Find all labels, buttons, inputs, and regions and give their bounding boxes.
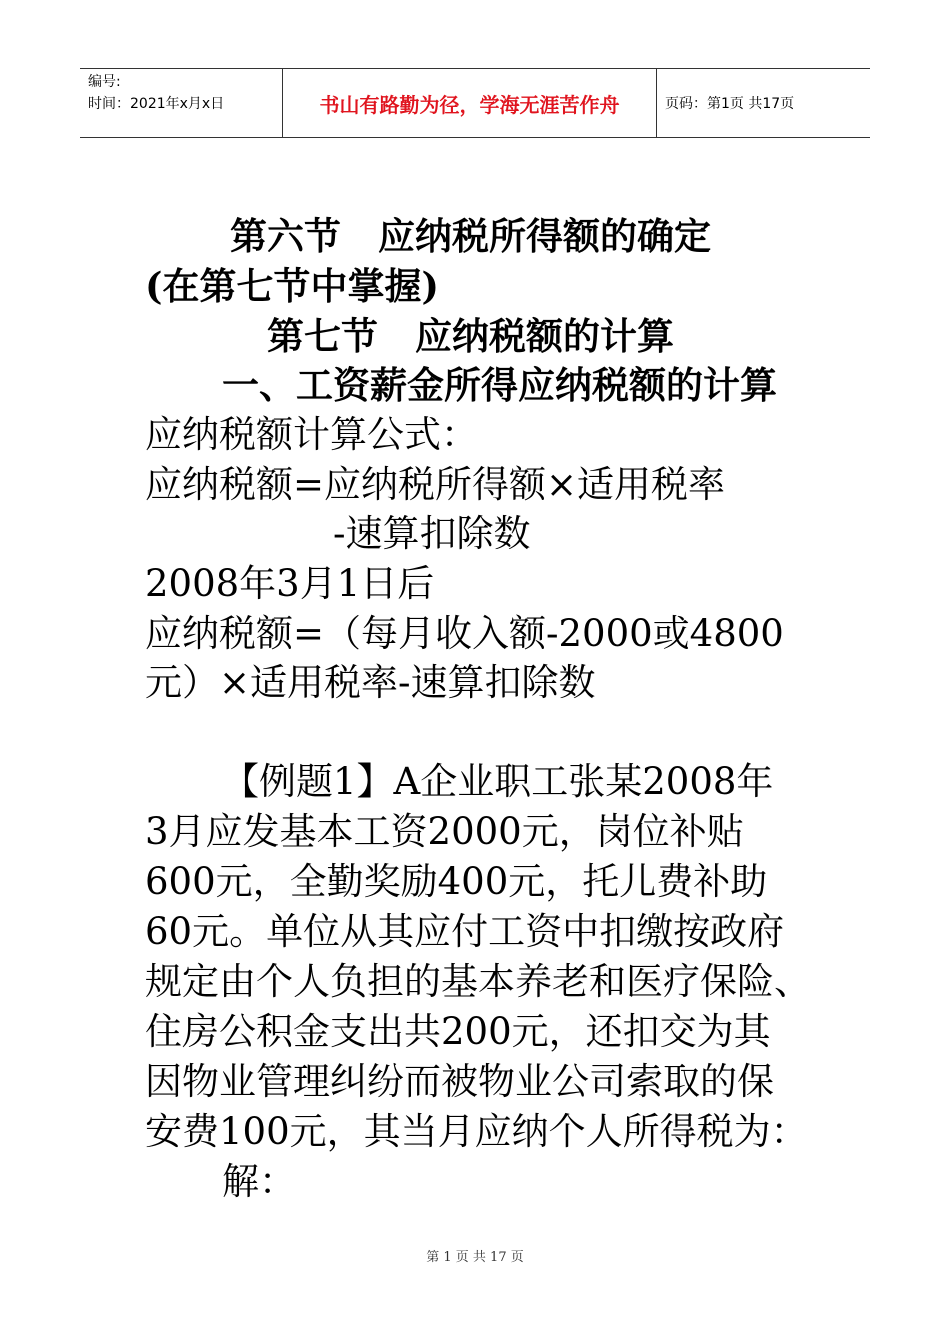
formula-line2: -速算扣除数 [333, 512, 531, 555]
page-footer: 第 1 页 共 17 页 [426, 1250, 524, 1265]
example-line: 因物业管理纠纷而被物业公司索取的保 [145, 1060, 774, 1103]
formula2-line2: 元）×适用税率-速算扣除数 [145, 661, 596, 704]
section6-note: (在第七节中掌握) [145, 264, 440, 308]
serial-label: 编号: [88, 74, 121, 90]
example-line: 60元。单位从其应付工资中扣缴按政府 [145, 910, 785, 953]
after-date-line: 2008年3月1日后 [145, 562, 435, 605]
example-line: 住房公积金支出共200元，还扣交为其 [145, 1010, 771, 1053]
header-table [80, 68, 870, 138]
section6-title: 第六节 应纳税所得额的确定 [230, 214, 711, 258]
example-line: 600元，全勤奖励400元，托儿费补助 [145, 860, 768, 903]
example-line: 3月应发基本工资2000元，岗位补贴 [145, 810, 744, 853]
solution-label: 解： [222, 1160, 296, 1203]
header-motto: 书山有路勤为径，学海无涯苦作舟 [283, 69, 657, 137]
section7-title: 第七节 应纳税额的计算 [267, 314, 674, 358]
example-line: 安费100元，其当月应纳个人所得税为： [145, 1110, 808, 1153]
date-label: 时间：2021年x月x日 [88, 96, 225, 112]
formula-line1: 应纳税额=应纳税所得额×适用税率 [145, 463, 726, 506]
header-meta-cell [80, 69, 283, 137]
formula-intro: 应纳税额计算公式： [145, 413, 478, 456]
header-page-label: 页码：第1页 共17页 [665, 96, 795, 112]
example-line: 【例题1】A企业职工张某2008年 [222, 760, 774, 803]
example-line: 规定由个人负担的基本养老和医疗保险、 [145, 960, 811, 1003]
formula2-line1: 应纳税额=（每月收入额-2000或4800 [145, 612, 784, 655]
subsection1-title: 一、工资薪金所得应纳税额的计算 [222, 363, 777, 407]
